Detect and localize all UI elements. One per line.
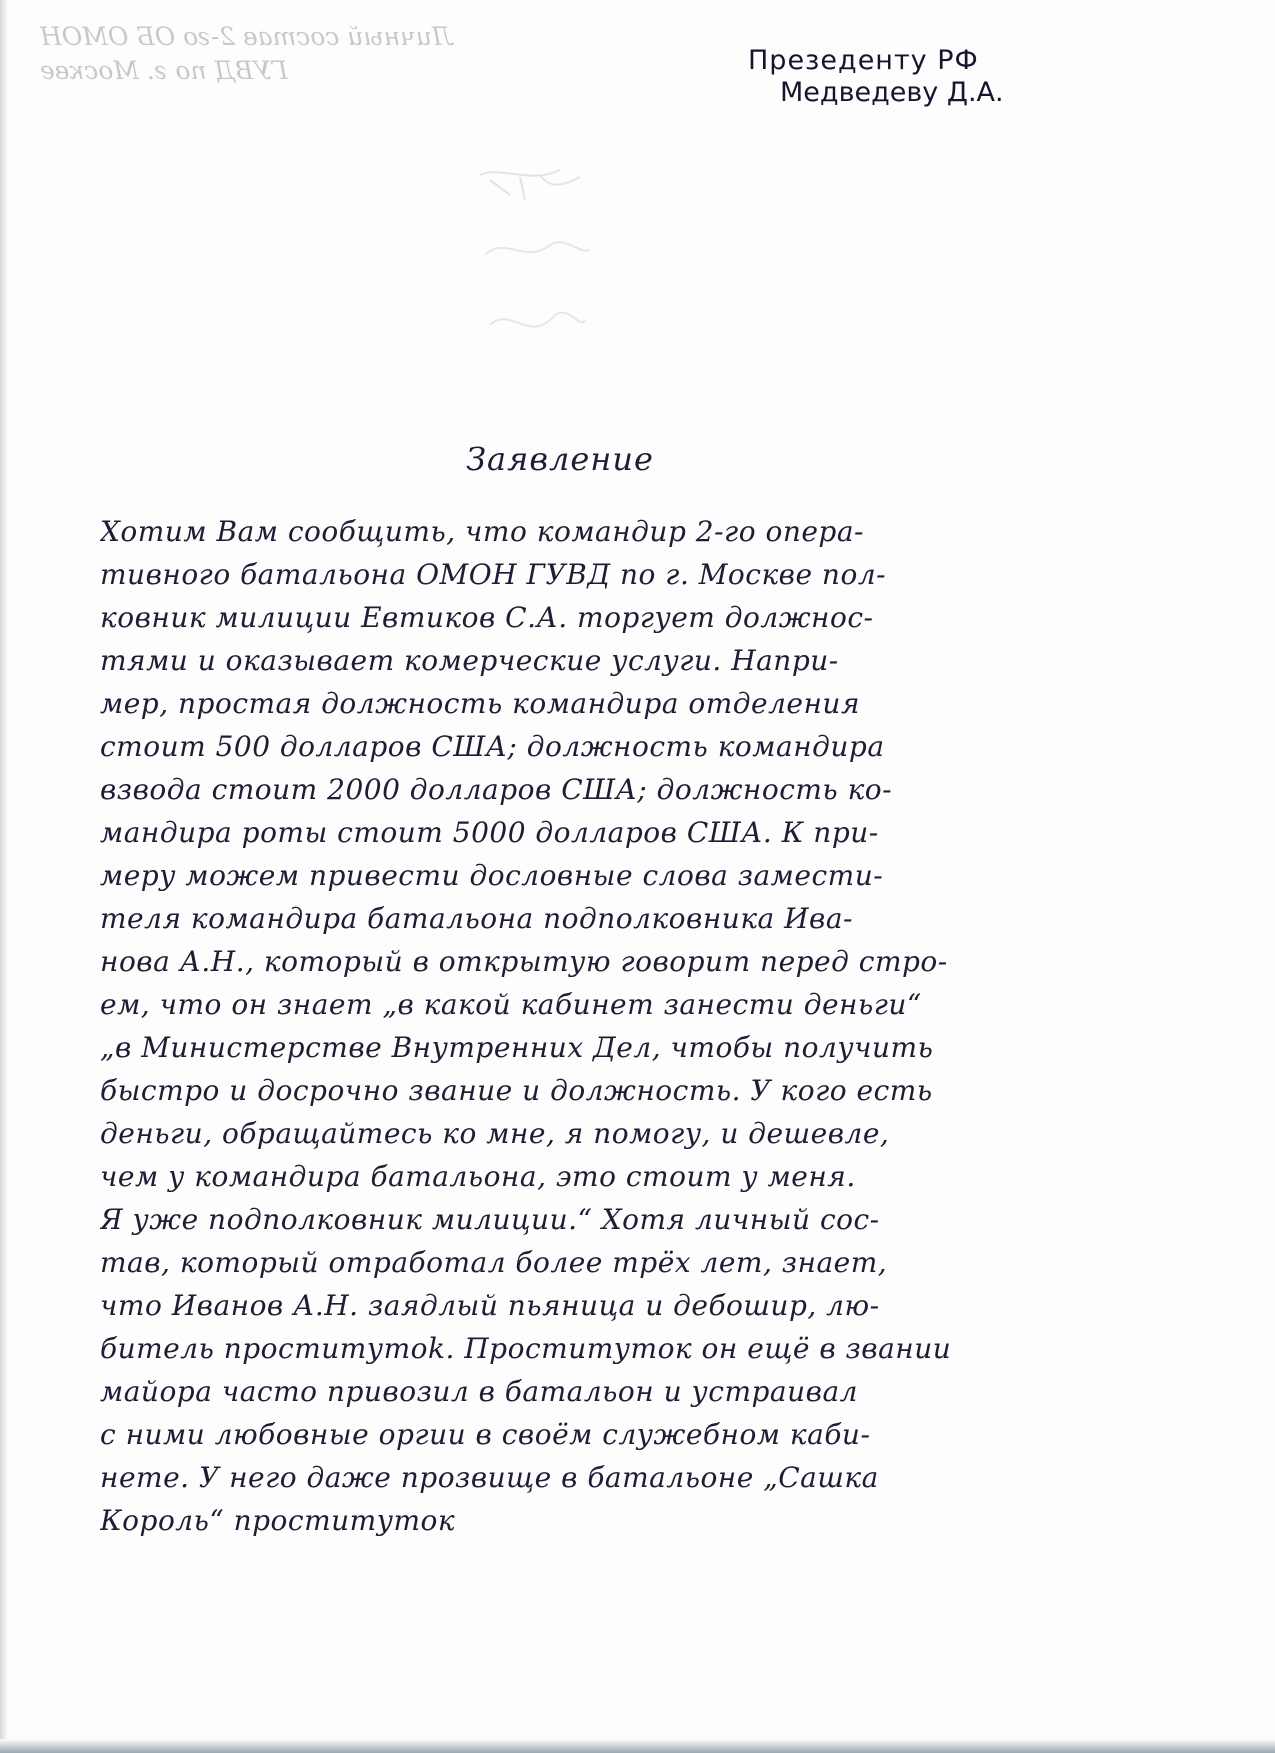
bleed-through-signatures-icon: [470, 155, 600, 385]
letter-line: стоит 500 долларов США; должность командира: [100, 730, 885, 763]
bleed-through-line-2: ГУВД по г. Москве: [40, 56, 288, 85]
letter-line: тивного батальона ОМОН ГУВД по г. Москве пол-: [100, 558, 887, 591]
letter-line: взвода стоит 2000 долларов США; должность ко-: [100, 773, 893, 806]
letter-line: что Иванов А.Н. заядлый пьяница и дебошир, лю-: [100, 1289, 880, 1322]
letter-line: теля командира батальона подполковника Ива-: [100, 902, 853, 935]
letter-line: Король“ проституток: [100, 1504, 456, 1537]
letter-line: ем, что он знает „в какой кабинет занести деньги“: [100, 988, 922, 1021]
letter-line: тав, который отработал более трёх лет, знает,: [100, 1246, 888, 1279]
letter-line: Я уже подполковник милиции.“ Хотя личный сос-: [100, 1203, 880, 1236]
letter-line: быстро и досрочно звание и должность. У кого есть: [100, 1074, 933, 1107]
letter-line: меру можем привести дословные слова замести-: [100, 859, 884, 892]
letter-line: мер, простая должность командира отделения: [100, 687, 860, 720]
letter-line: нова А.Н., который в открытую говорит перед стро-: [100, 945, 948, 978]
bleed-through-line-1: Личный состав 2-го ОБ ОМОН: [40, 22, 453, 51]
letter-line: майора часто привозил в батальон и устраивал: [100, 1375, 858, 1408]
bleed-through-header: [40, 20, 560, 88]
letter-line: с ними любовные оргии в своём служебном каби-: [100, 1418, 871, 1451]
document-title: Заявление: [466, 440, 654, 478]
letter-line: нете. У него даже прозвище в батальоне „Сашка: [100, 1461, 879, 1494]
letter-line: тями и оказывает комерческие услуги. Напри-: [100, 644, 839, 677]
letter-line: Хотим Вам сообщить, что командир 2-го опера-: [100, 515, 864, 548]
addressee-block: [748, 45, 1004, 109]
addressee-line-2: Медведеву Д.А.: [780, 77, 1004, 108]
letter-line: чем у командира батальона, это стоит у меня.: [100, 1160, 856, 1193]
letter-line: битель проститутоk. Проституток он ещё в звании: [100, 1332, 952, 1365]
letter-line: ковник милиции Евтиков С.А. торгует должнос-: [100, 601, 874, 634]
letter-line: мандира роты стоит 5000 долларов США. К при-: [100, 816, 879, 849]
addressee-line-1: Презеденту РФ: [748, 45, 979, 76]
scan-bottom-edge: [0, 1739, 1275, 1753]
letter-line: деньги, обращайтесь ко мне, я помогу, и дешевле,: [100, 1117, 890, 1150]
scan-left-edge: [0, 0, 8, 1753]
letter-line: „в Министерстве Внутренних Дел, чтобы получить: [100, 1031, 934, 1064]
